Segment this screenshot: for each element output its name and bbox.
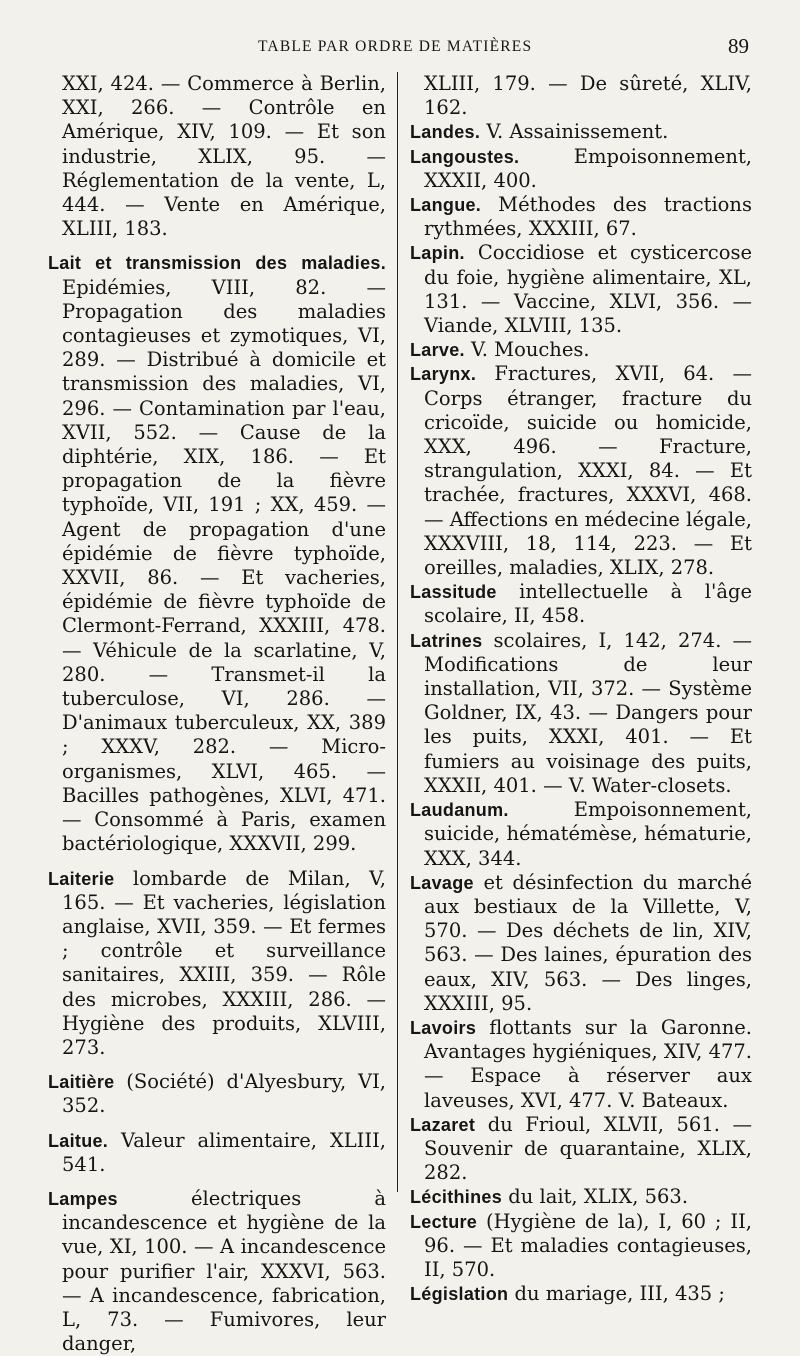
entry-text: du lait, XLIX, 563.	[502, 1185, 689, 1209]
index-entry	[48, 867, 386, 1061]
entry-text: XLIII, 179. — De sûreté, XLIV, 162.	[424, 72, 752, 120]
entry-heading: Lait et transmission des maladies.	[48, 253, 386, 274]
entry-heading: Langoustes.	[410, 146, 520, 167]
entry-heading: Lécithines	[410, 1187, 503, 1208]
entry-heading: Landes.	[410, 122, 481, 143]
entry-text: Méthodes des tractions rythmées, XXXIII, 67.	[424, 193, 752, 241]
entry-text: Epidémies, VIII, 82. — Propagation des maladies contagieuses et zymotiques, VI, 289. — Distribué à domicile et transmission des maladies, VI, 296. — Contamination par l'eau, XVII, 552. — Cause de la diphtérie, XIX, 186. — Et propagation de la fièvre typhoïde, VII, 191 ; XX, 459. — Agent de propagation d'une épidémie de fièvre typhoïde, XXVII, 86. — Et vacheries, épidémie de fièvre typhoïde de Clermont-Ferrand, XXXIII, 478. — Véhicule de la scarlatine, V, 280. — Transmet-il la tuberculose, VI, 286. — D'animaux tuberculeux, XX, 389 ; XXXV, 282. — Micro-organismes, XLVI, 465. — Bacilles pathogènes, XLVI, 471. — Consommé à Paris, examen bactériologique, XXXVII, 299.	[62, 275, 386, 856]
entry-heading: Larve.	[410, 340, 465, 361]
entry-text: et désinfection du marché aux bestiaux de la Villette, V, 570. — Des déchets de lin, XIV, 563. — Des laines, épuration des eaux, XIV, 563. — Des linges, XXXIII, 95.	[424, 870, 752, 1015]
entry-heading: Laitue.	[48, 1130, 109, 1151]
entry-heading: Latrines	[410, 630, 483, 651]
index-entry	[410, 338, 752, 362]
index-entry	[410, 1016, 752, 1113]
entry-heading: Laudanum.	[410, 800, 509, 821]
index-entry	[410, 1282, 752, 1306]
right-column	[410, 72, 752, 1306]
index-entry	[410, 1210, 752, 1283]
entry-heading: Lassitude	[410, 582, 497, 603]
entry-text: XXI, 424. — Commerce à Berlin, XXI, 266. — Contrôle en Amérique, XIV, 109. — Et son industrie, XLIX, 95. — Réglementation de la vente, L, 444. — Vente en Amérique, XLIII, 183.	[62, 72, 386, 241]
entry-text: scolaires, I, 142, 274. — Modifications de leur installation, VII, 372. — Système Goldner, IX, 43. — Dangers pour les puits, XXXI, 401. — Et fumiers au voisinage des puits, XXXII, 401. — V. Water-closets.	[424, 628, 752, 797]
entry-text: V. Assainissement.	[480, 120, 669, 144]
entry-heading: Lavage	[410, 872, 474, 893]
entry-heading: Langue.	[410, 195, 482, 216]
entry-heading: Lazaret	[410, 1114, 476, 1135]
index-entry	[410, 362, 752, 580]
index-entry	[48, 1129, 386, 1177]
entry-heading: Lavoirs	[410, 1017, 477, 1038]
index-entry	[410, 241, 752, 338]
entry-heading: Laitière	[48, 1072, 115, 1093]
index-entry	[48, 251, 386, 856]
page-number: 89	[728, 34, 749, 58]
index-entry	[410, 871, 752, 1016]
entry-text: Valeur alimentaire, XLIII, 541.	[62, 1128, 386, 1176]
index-entry	[410, 580, 752, 628]
index-entry	[410, 798, 752, 871]
entry-text: du mariage, III, 435 ;	[508, 1282, 725, 1306]
index-entry	[410, 1113, 752, 1186]
entry-text: intellectuelle à l'âge scolaire, II, 458.	[424, 580, 752, 628]
entry-text: lombarde de Milan, V, 165. — Et vacheries, législation anglaise, XVII, 359. — Et fermes ; contrôle et surveillance sanitaires, XXIII, 359. — Rôle des microbes, XXXIII, 286. — Hygiène des produits, XLVIII, 273.	[62, 866, 386, 1059]
entry-text: Empoisonnement, suicide, hématémèse, hématurie, XXX, 344.	[424, 798, 752, 870]
index-entry	[410, 145, 752, 193]
entry-heading: Législation	[410, 1284, 509, 1305]
index-entry	[410, 193, 752, 241]
entry-heading: Lapin.	[410, 243, 465, 264]
entry-text: Coccidiose et cysticercose du foie, hygiène alimentaire, XL, 131. — Vaccine, XLVI, 356. — Viande, XLVIII, 135.	[424, 241, 752, 338]
entry-text: (Société) d'Alyesbury, VI, 352.	[62, 1070, 386, 1118]
entry-heading: Lecture	[410, 1211, 478, 1232]
column-divider	[397, 72, 398, 1192]
entry-text: électriques à incandescence et hygiène de la vue, XI, 100. — A incandescence pour purifier l'air, XXXVI, 563. — A incandescence, fabrication, L, 73. — Fumivores, leur danger,	[62, 1186, 386, 1356]
index-entry	[410, 629, 752, 798]
continuation-entry	[410, 72, 752, 120]
entry-heading: Lampes	[48, 1188, 118, 1209]
running-title: TABLE PAR ORDRE DE MATIÈRES	[258, 38, 533, 55]
index-entry	[410, 120, 752, 144]
index-entry	[410, 1185, 752, 1209]
entry-text: (Hygiène de la), I, 60 ; II, 96. — Et maladies contagieuses, II, 570.	[424, 1209, 752, 1281]
entry-heading: Larynx.	[410, 364, 477, 385]
entry-text: Fractures, XVII, 64. — Corps étranger, fracture du cricoïde, suicide ou homicide, XXX, 496. — Fracture, strangulation, XXXI, 84. — Et trachée, fractures, XXXVI, 468. — Affections en médecine légale, XXXVIII, 18, 114, 223. — Et oreilles, maladies, XLIX, 278.	[424, 362, 752, 580]
left-column	[48, 72, 386, 1356]
index-entry	[48, 1070, 386, 1118]
continuation-entry	[48, 72, 386, 241]
page-header	[0, 34, 800, 64]
entry-heading: Laiterie	[48, 868, 115, 889]
index-entry	[48, 1187, 386, 1356]
entry-text: V. Mouches.	[464, 338, 590, 362]
entry-text: Empoisonnement, XXXII, 400.	[424, 144, 752, 192]
entry-text: flottants sur la Garonne. Avantages hygiéniques, XIV, 477. — Espace à réserver aux laveuses, XVI, 477. V. Bateaux.	[424, 1015, 752, 1112]
entry-text: du Frioul, XLVII, 561. — Souvenir de quarantaine, XLIX, 282.	[424, 1112, 752, 1185]
